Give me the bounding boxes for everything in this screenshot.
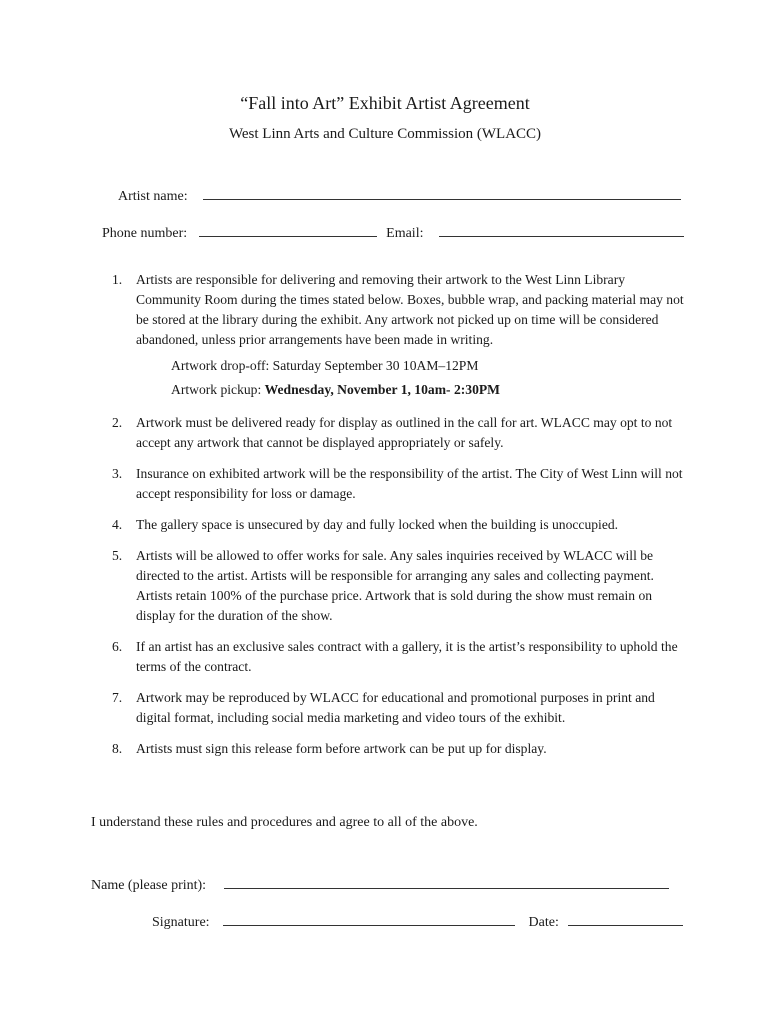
item-text: Artists must sign this release form before artwork can be put up for display.: [136, 741, 547, 756]
email-label: Email:: [386, 226, 424, 241]
signature-label: Signature:: [152, 915, 210, 930]
list-item: [104, 270, 684, 402]
item-text: Insurance on exhibited artwork will be the responsibility of the artist. The City of West Linn will not accept responsibility for loss or damage.: [136, 466, 683, 501]
pickup-value: Wednesday, November 1, 10am- 2:30PM: [264, 382, 500, 397]
item-text: If an artist has an exclusive sales contract with a gallery, it is the artist’s responsibility to uphold the terms of the contract.: [136, 639, 678, 674]
list-item: [104, 546, 684, 626]
phone-field[interactable]: [199, 222, 377, 237]
date-field[interactable]: [568, 911, 683, 926]
schedule: [136, 354, 684, 402]
item-number: 2.: [112, 415, 123, 430]
dropoff-time: Artwork drop-off: Saturday September 30 10AM–12PM: [171, 358, 479, 373]
pickup-time: [171, 378, 684, 402]
email-field[interactable]: [439, 222, 684, 237]
page-subtitle: West Linn Arts and Culture Commission (WLACC): [228, 126, 542, 142]
item-text: Artists will be allowed to offer works for sale. Any sales inquiries received by WLACC will be directed to the artist. Artists will be responsible for arranging any sales and collecting payment. Artists retain 100% of the purchase price. Artwork that is sold during the show must remain on display for the duration of the show.: [136, 548, 654, 623]
artist-name-field[interactable]: [203, 185, 681, 200]
item-number: 7.: [112, 690, 123, 705]
item-number: 5.: [112, 548, 123, 563]
phone-label: Phone number:: [102, 226, 188, 241]
item-text: The gallery space is unsecured by day and fully locked when the building is unoccupied.: [136, 517, 619, 532]
date-label: Date:: [528, 915, 559, 930]
list-item: [104, 413, 684, 453]
item-number: 8.: [112, 741, 123, 756]
list-item: [104, 688, 684, 728]
name-print-field[interactable]: [224, 874, 669, 889]
pickup-label: Artwork pickup:: [171, 382, 265, 397]
list-item: [104, 637, 684, 677]
list-item: [104, 515, 684, 535]
agreement-statement: I understand these rules and procedures and agree to all of the above.: [91, 815, 478, 830]
terms-list: [104, 270, 684, 770]
item-number: 6.: [112, 639, 123, 654]
name-print-row: [91, 874, 669, 894]
item-text: Artwork must be delivered ready for display as outlined in the call for art. WLACC may opt to not accept any artwork that cannot be displayed appropriately or safely.: [136, 415, 673, 450]
item-text: Artists are responsible for delivering and removing their artwork to the West Linn Library Community Room during the times stated below. Boxes, bubble wrap, and packing material may not be stored at the library during the exhibit. Any artwork not picked up on time will be considered abandoned, unless prior arrangements have been made in writing.: [136, 272, 684, 347]
name-print-label: Name (please print):: [91, 878, 207, 893]
signature-row: [152, 911, 683, 931]
item-number: 4.: [112, 517, 123, 532]
item-number: 3.: [112, 466, 123, 481]
list-item: [104, 464, 684, 504]
artist-name-row: [118, 185, 681, 205]
contact-row: [102, 222, 684, 242]
page-title: “Fall into Art” Exhibit Artist Agreement: [240, 93, 530, 113]
artist-name-label: Artist name:: [118, 189, 188, 204]
item-text: Artwork may be reproduced by WLACC for educational and promotional purposes in print and digital format, including social media marketing and video tours of the exhibit.: [136, 690, 655, 725]
signature-field[interactable]: [223, 911, 515, 926]
item-number: 1.: [112, 272, 123, 287]
list-item: [104, 739, 684, 759]
